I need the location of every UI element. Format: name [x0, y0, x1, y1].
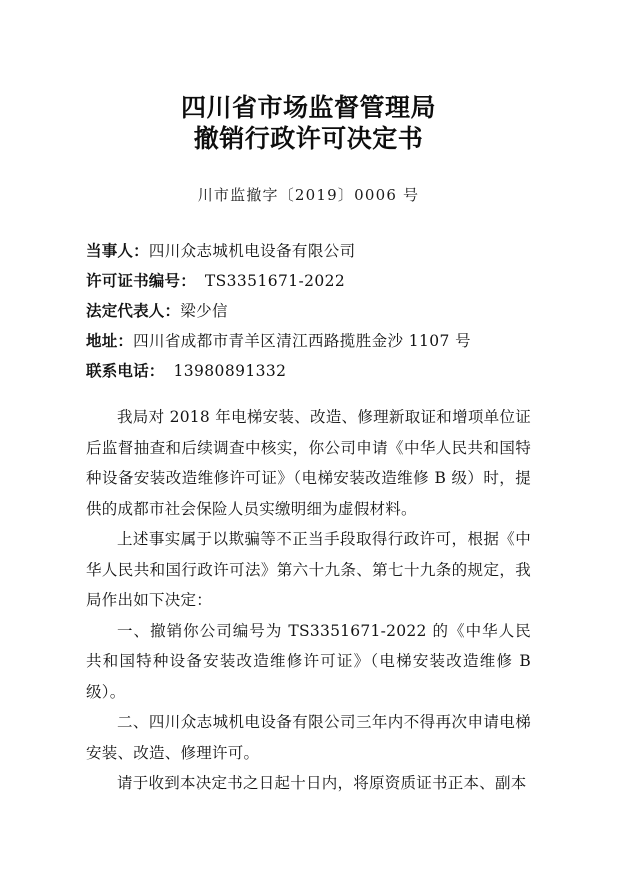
field-row-party — [86, 236, 531, 266]
field-label-phone: 联系电话： — [86, 361, 165, 380]
body-paragraph-return-instruction: 请于收到本决定书之日起十日内，将原资质证书正本、副本 — [117, 774, 527, 792]
field-value-legal-representative: 梁少信 — [180, 302, 228, 320]
field-row-legal-representative — [86, 296, 531, 326]
page-title-line-2: 撤销行政许可决定书 — [193, 124, 424, 153]
field-value-license-number: TS3351671-2022 — [204, 272, 346, 290]
document-number: 川市监撤字〔2019〕0006 号 — [197, 186, 420, 204]
body-paragraph-decision-item-2: 二、四川众志城机电设备有限公司三年内不得再次申请电梯安装、改造、修理许可。 — [86, 713, 531, 762]
body-paragraph-legal-basis: 上述事实属于以欺骗等不正当手段取得行政许可，根据《中华人民共和国行政许可法》第六十九条、第七十九条的规定，我局作出如下决定： — [86, 530, 531, 609]
page-title-line-1: 四川省市场监督管理局 — [180, 93, 436, 122]
document-body — [86, 402, 531, 799]
field-value-party: 四川众志城机电设备有限公司 — [148, 242, 356, 260]
document-title-block — [86, 0, 531, 154]
field-label-license-number: 许可证书编号： — [86, 271, 196, 290]
body-paragraph-decision-item-1: 一、撤销你公司编号为 TS3351671-2022 的《中华人民共和国特种设备安装改造维修许可证》（电梯安装改造维修 B 级）。 — [86, 621, 531, 701]
field-row-address — [86, 326, 531, 356]
field-value-phone: 13980891332 — [173, 362, 287, 380]
field-row-phone — [86, 356, 531, 386]
body-paragraph-facts: 我局对 2018 年电梯安装、改造、修理新取证和增项单位证后监督抽查和后续调查中核实，你公司申请《中华人民共和国特种设备安装改造维修许可证》（电梯安装改造维修 B 级）时，提供的成都市社会保险人员实缴明细为虚假材料。 — [86, 408, 531, 518]
field-label-party: 当事人： — [86, 241, 149, 260]
field-value-address: 四川省成都市青羊区清江西路揽胜金沙 1107 号 — [133, 332, 472, 350]
party-info-block — [86, 236, 531, 386]
field-row-license-number — [86, 266, 531, 296]
field-label-address: 地址： — [86, 331, 134, 350]
field-label-legal-representative: 法定代表人： — [86, 301, 181, 320]
